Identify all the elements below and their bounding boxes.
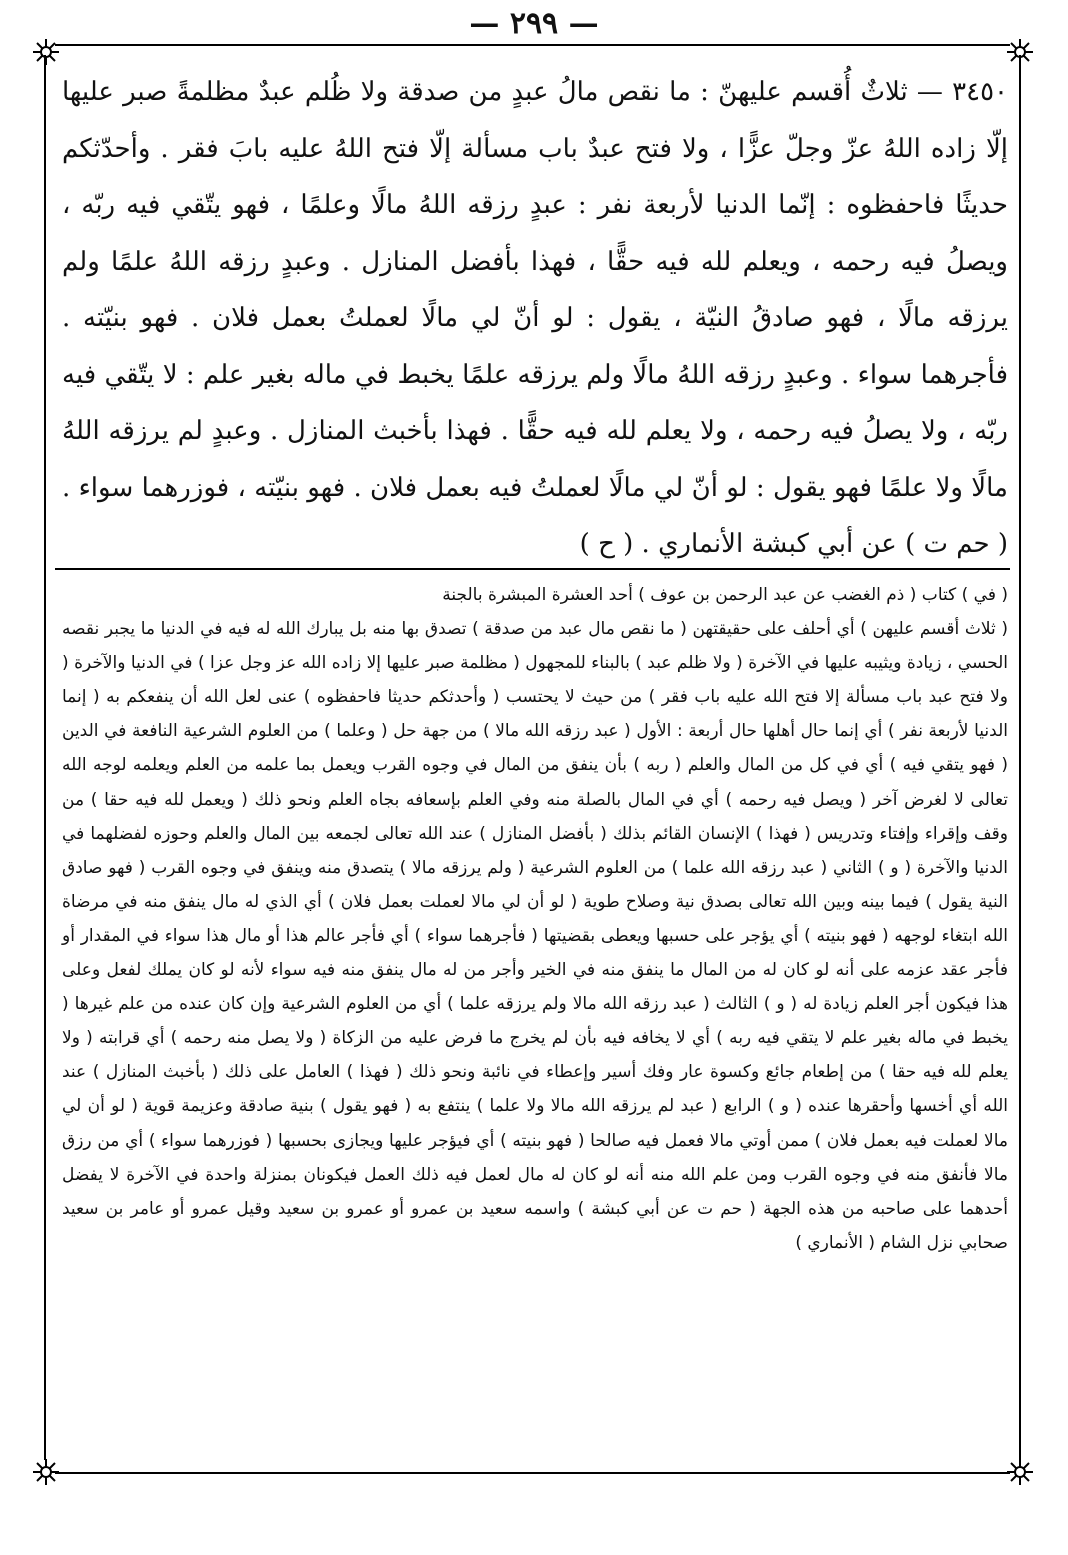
section-divider [55,568,1010,570]
frame-left-rule [44,55,46,1460]
floral-corner-icon [32,1458,60,1486]
floral-corner-icon [1006,38,1034,66]
commentary [62,578,1008,1466]
floral-corner-icon [32,38,60,66]
frame-top-rule [55,44,1010,46]
frame-bottom-rule [55,1472,1010,1474]
commentary-paragraph: ( ثلاث أقسم عليهن ) أي أحلف على حقيقتهن ( ما نقص مال عبد من صدقة ) تصدق بها منه بل يبارك الله له فيه في الدنيا ما يجبر نقصه الحسي ، زيادة ويثيبه عليها في الآخرة ( ولا ظلم عبد ) بالبناء للمجهول ( مظلمة صبر عليها إلا زاده الله عز وجل عزا ) في الدنيا والآخرة ( ولا فتح عبد باب مسألة إلا فتح الله عليه باب فقر ) من حيث لا يحتسب ( وأحدثكم حديثا فاحفظوه ) عنى لعل الله أن ينفعكم به ( إنما الدنيا لأربعة نفر ) أي إنما حال أهلها حال أربعة : الأول ( عبد رزقه الله مالا ) من جهة حل ( وعلما ) من العلوم الشرعية النافعة في الدين ( فهو يتقي فيه ) أي في كل من المال والعلم ( ربه ) بأن ينفق من المال في وجوه القرب ويعمل بما علمه من العلم ويعلمه لوجه الله تعالى لا لغرض آخر ( ويصل فيه رحمه ) أي في المال بالصلة منه وفي العلم بإسعافه بجاه العلم ونحو ذلك ( ويعمل لله فيه حقا ) من وقف وإقراء وإفتاء وتدريس ( فهذا ) الإنسان القائم بذلك ( بأفضل المنازل ) عند الله تعالى لجمعه بين المال والعلم وحوزه لفضلهما في الدنيا والآخرة ( و ) الثاني ( عبد رزقه الله علما ) من العلوم الشرعية ( ولم يرزقه مالا ) يتصدق منه وينفق في وجوه القرب ( فهو صادق النية يقول ) فيما بينه وبين الله تعالى بصدق نية وصلاح طوية ( لو أن لي مالا لعملت بعمل فلان ) أي الذي له مال ينفق منه في مرضاة الله ابتغاء لوجهه ( فهو بنيته ) أي يؤجر على حسبها ويعطى بقضيتها ( فأجرهما سواء ) أي فأجر عالم هذا أو مال هذا سواء في المقدار أو فأجر عقد عزمه على أنه لو كان له من المال ما ينفق منه في الخير وأجر من له مال ينفق منه فيه سواء لأنه لو كان يملك لفعل وعلى هذا فيكون أجر العلم زيادة له ( و ) الثالث ( عبد رزقه الله مالا ولم يرزقه علما ) أي من العلوم الشرعية وإن كان عنده من علم غيرها ( يخبط في ماله بغير علم لا يتقي فيه ربه ) أي لا يخافه فيه بأن لم يخرج ما فرض عليه من الزكاة ( ولا يصل منه رحمه ) أي قرابته ( ولا يعلم لله فيه حقا ) من إطعام جائع وكسوة عار وفك أسير وإعطاء في نائبة ونحو ذلك ( فهذا ) العامل على ذلك ( بأخبث المنازل ) عند الله أي أخسها وأحقرها عنده ( و ) الرابع ( عبد لم يرزقه الله مالا ولا علما ) ينتفع به ( فهو يقول ) بنية صادقة وعزيمة قوية ( لو أن لي مالا لعملت فيه بعمل فلان ) ممن أوتي مالا فعمل فيه صالحا ( فهو بنيته ) أي فيؤجر عليها ويجازى بحسبها ( فوزرهما سواء ) أي من رزق مالا فأنفق منه في وجوه القرب ومن علم الله منه أنه لو كان له مال لعمل فيه ذلك العمل فيكونان بمنزلة واحدة في الآخرة لا يفضل أحدهما على صاحبه من هذه الجهة ( حم ت عن أبي كبشة ) واسمه سعيد بن عمرو أو عمرو بن سعيد وقيل عمرو أو عامر بن سعيد صحابي نزل الشام ( الأنماري ) [62,619,1008,1253]
frame-right-rule [1019,55,1021,1460]
hadith-text: ٣٤٥٠ — ثلاثٌ أُقسم عليهنّ : ما نقص مالُ عبدٍ من صدقة ولا ظُلم عبدٌ مظلمةً صبر عليها إلّا زاده اللهُ عزّ وجلّ عزًّا ، ولا فتح عبدٌ باب مسألة إلّا فتح اللهُ عليه بابَ فقر . وأحدّثكم حديثًا فاحفظوه : إنّما الدنيا لأربعة نفر : عبدٍ رزقه اللهُ مالًا وعلمًا ، فهو يتّقي فيه ربّه ، ويصلُ فيه رحمه ، ويعلم لله فيه حقًّا ، فهذا بأفضل المنازل . وعبدٍ رزقه اللهُ علمًا ولم يرزقه مالًا ، فهو صادقُ النيّة ، يقول : لو أنّ لي مالًا لعملتُ بعمل فلان . فهو بنيّته . فأجرهما سواء . وعبدٍ رزقه اللهُ مالًا ولم يرزقه علمًا يخبط في ماله بغير علم : لا يتّقي فيه ربّه ، ولا يصلُ فيه رحمه ، ولا يعلم لله فيه حقًّا . فهذا بأخبث المنازل . وعبدٍ لم يرزقه اللهُ مالًا ولا علمًا فهو يقول : لو أنّ لي مالًا لعملتُ فيه بعمل فلان . فهو بنيّته ، فوزرهما سواء . ( حم ت ) عن أبي كبشة الأنماري . ( ح ) [62,77,1008,559]
page-number: — ٢٩٩ — [469,6,599,41]
commentary-paragraph: ( في ) كتاب ( ذم الغضب عن عبد الرحمن بن عوف ) أحد العشرة المبشرة بالجنة [442,585,1008,605]
floral-corner-icon [1006,1458,1034,1486]
